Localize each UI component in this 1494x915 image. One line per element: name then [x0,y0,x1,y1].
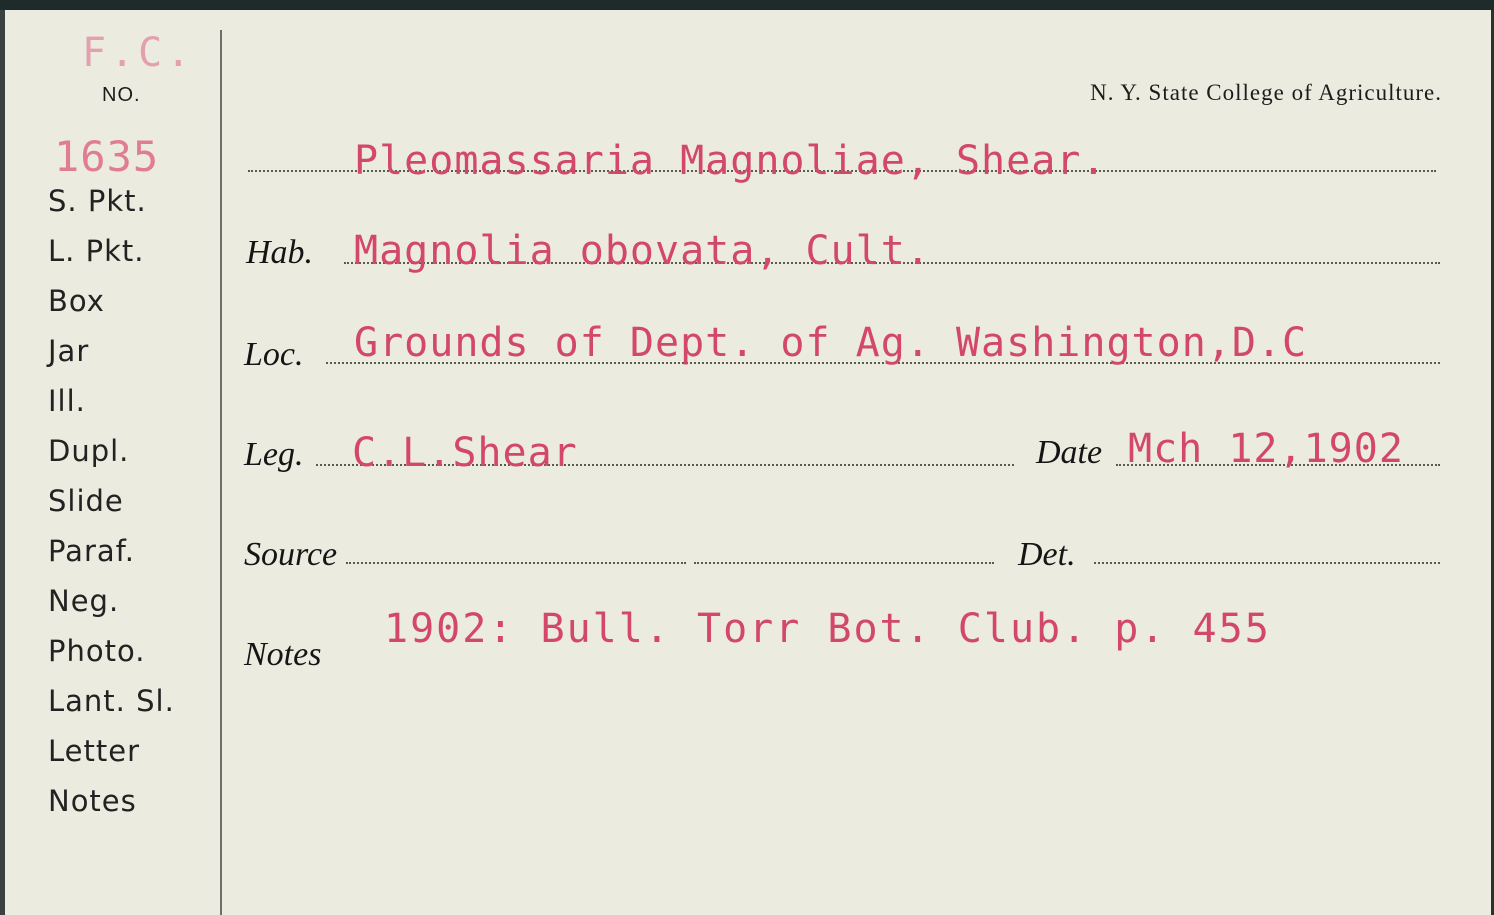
side-item-lant-sl: Lant. Sl. [48,684,175,718]
hab-value: Magnolia obovata, Cult. [354,228,931,274]
species-name: Pleomassaria Magnoliae, Shear. [354,138,1107,184]
side-item-photo: Photo. [48,634,146,668]
notes-value: 1902: Bull. Torr Bot. Club. p. 455 [384,606,1271,652]
collection-code: F.C. [82,30,195,76]
date-value: Mch 12,1902 [1128,426,1404,472]
number-label: NO. [102,84,141,106]
loc-label: Loc. [244,336,304,373]
storage-type-list [48,180,175,830]
date-label: Date [1036,434,1103,471]
side-item-paraf: Paraf. [48,534,135,568]
source-line-continued [694,562,994,564]
side-item-s-pkt: S. Pkt. [48,184,147,218]
leg-label: Leg. [244,436,304,473]
det-line [1094,562,1440,564]
leg-value: C.L.Shear [352,430,578,476]
side-item-box: Box [48,284,105,318]
source-line [346,562,686,564]
specimen-number: 1635 [54,132,160,181]
source-label: Source [244,536,338,573]
side-item-neg: Neg. [48,584,120,618]
side-item-letter: Letter [48,734,140,768]
side-item-ill: Ill. [48,384,86,418]
side-item-jar: Jar [48,334,90,368]
institution-header: N. Y. State College of Agriculture. [1090,80,1442,105]
det-label: Det. [1018,536,1076,573]
side-item-l-pkt: L. Pkt. [48,234,145,268]
loc-value: Grounds of Dept. of Ag. Washington,D.C [354,320,1308,366]
side-item-dupl: Dupl. [48,434,130,468]
side-item-slide: Slide [48,484,124,518]
side-item-notes: Notes [48,784,137,818]
hab-label: Hab. [246,234,314,271]
notes-label: Notes [244,636,322,673]
column-divider [220,30,222,915]
